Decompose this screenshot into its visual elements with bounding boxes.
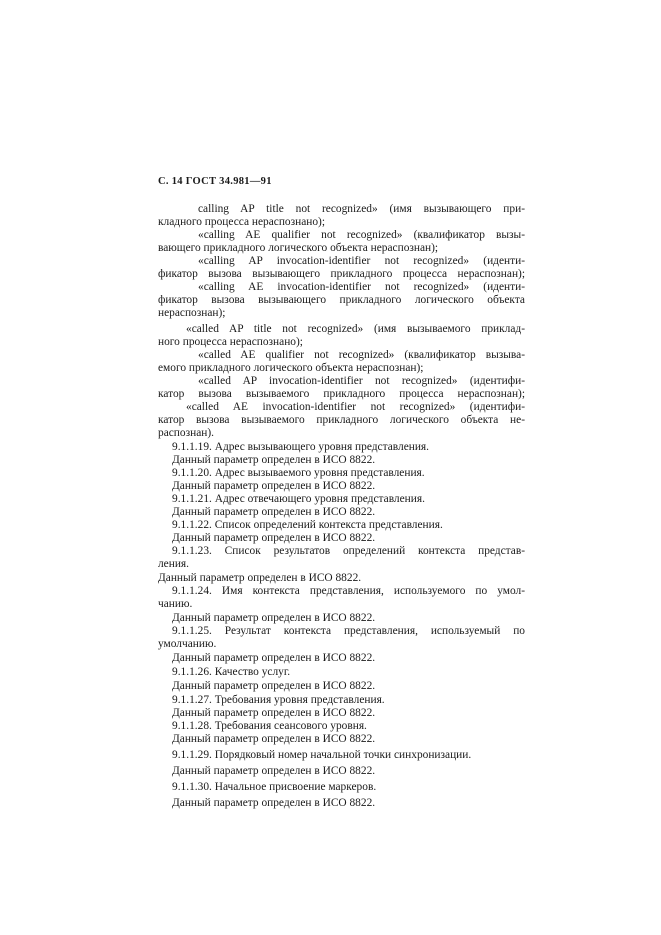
page-header: С. 14 ГОСТ 34.981—91	[158, 176, 272, 187]
text-line: 9.1.1.19. Адрес вызывающего уровня представления.	[172, 441, 430, 453]
text-line: 9.1.1.29. Порядковый номер начальной точки синхронизации.	[172, 749, 472, 761]
text-line: Данный параметр определен в ИСО 8822.	[172, 652, 376, 664]
text-line: Данный параметр определен в ИСО 8822.	[172, 733, 376, 745]
text-line: нераспознан);	[158, 307, 226, 319]
text-line: 9.1.1.26. Качество услуг.	[172, 666, 291, 678]
text-line: Данный параметр определен в ИСО 8822.	[172, 765, 376, 777]
text-line: распознан).	[158, 427, 214, 439]
text-line: чанию.	[158, 598, 193, 610]
text-line: «called AE invocation-identifier not recognized» (идентифи-	[186, 401, 525, 413]
text-line: катор вызова вызываемого прикладного логического объекта не-	[158, 414, 525, 426]
text-line: Данный параметр определен в ИСО 8822.	[172, 680, 376, 692]
text-line: «called AP invocation-identifier not recognized» (идентифи-	[198, 375, 525, 387]
text-line: Данный параметр определен в ИСО 8822.	[172, 612, 376, 624]
text-line: 9.1.1.21. Адрес отвечающего уровня представления.	[172, 493, 425, 505]
text-line: фикатор вызова вызывающего прикладного процесса нераспознан);	[158, 268, 525, 280]
text-line: calling AP title not recognized» (имя вызывающего при-	[198, 203, 525, 215]
text-line: Данный параметр определен в ИСО 8822.	[172, 480, 376, 492]
text-line: умолчанию.	[158, 638, 217, 650]
text-line: 9.1.1.28. Требования сеансового уровня.	[172, 720, 367, 732]
text-line: 9.1.1.22. Список определений контекста представления.	[172, 519, 443, 531]
text-line: Данный параметр определен в ИСО 8822.	[158, 572, 362, 584]
text-line: 9.1.1.20. Адрес вызываемого уровня представления.	[172, 467, 425, 479]
text-line: Данный параметр определен в ИСО 8822.	[172, 532, 376, 544]
text-line: «calling AP invocation-identifier not recognized» (иденти-	[198, 255, 525, 267]
text-line: «calling AE qualifier not recognized» (квалификатор вызы-	[198, 229, 525, 241]
text-line: 9.1.1.23. Список результатов определений контекста представ-	[172, 545, 525, 557]
text-line: Данный параметр определен в ИСО 8822.	[172, 454, 376, 466]
text-line: Данный параметр определен в ИСО 8822.	[172, 797, 376, 809]
text-line: кладного процесса нераспознано);	[158, 216, 326, 228]
text-line: ного процесса нераспознано);	[158, 336, 303, 348]
text-line: катор вызова вызываемого прикладного процесса нераспознан);	[158, 388, 525, 400]
text-line: 9.1.1.30. Начальное присвоение маркеров.	[172, 781, 377, 793]
text-line: фикатор вызова вызывающего прикладного логического объекта	[158, 294, 525, 306]
text-line: 9.1.1.27. Требования уровня представления.	[172, 694, 385, 706]
text-line: «called AE qualifier not recognized» (квалификатор вызыва-	[198, 349, 525, 361]
text-line: вающего прикладного логического объекта нераспознан);	[158, 242, 439, 254]
text-line: Данный параметр определен в ИСО 8822.	[172, 506, 376, 518]
text-line: 9.1.1.24. Имя контекста представления, используемого по умол-	[172, 585, 525, 597]
text-line: ления.	[158, 558, 190, 570]
text-line: «calling AE invocation-identifier not recognized» (иденти-	[198, 281, 525, 293]
text-line: Данный параметр определен в ИСО 8822.	[172, 707, 376, 719]
text-line: емого прикладного логического объекта нераспознан);	[158, 362, 424, 374]
text-line: «called AP title not recognized» (имя вызываемого приклад-	[186, 323, 525, 335]
text-line: 9.1.1.25. Результат контекста представления, используемый по	[172, 625, 525, 637]
